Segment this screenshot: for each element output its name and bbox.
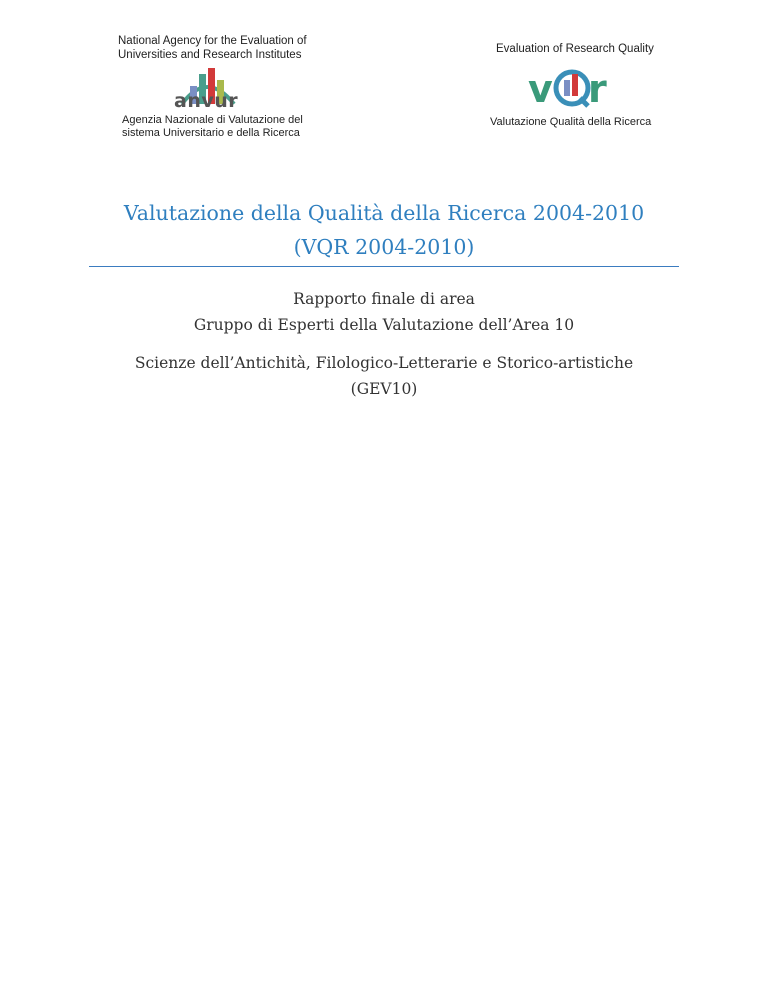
title-line2: (VQR 2004-2010)	[293, 235, 475, 259]
anvur-english-line2: Universities and Research Institutes	[118, 49, 302, 61]
document-title	[0, 196, 768, 264]
vqr-english-name: Evaluation of Research Quality	[496, 43, 654, 55]
anvur-english-name	[118, 34, 358, 62]
anvur-italian-name	[122, 114, 362, 140]
anvur-logo	[118, 34, 358, 139]
vqr-italian-name: Valutazione Qualità della Ricerca	[490, 116, 652, 128]
vqr-wordmark-icon	[528, 62, 618, 114]
anvur-wordmark: anvur	[174, 90, 239, 112]
report-subtitle	[0, 286, 768, 338]
vqr-v-letter: v	[528, 67, 553, 111]
subtitle-line1: Rapporto finale di area	[293, 290, 475, 308]
vqr-r-letter: r	[588, 67, 607, 111]
subtitle-line2: Gruppo di Esperti della Valutazione dell’Area 10	[193, 316, 575, 334]
anvur-english-line1: National Agency for the Evaluation of	[118, 35, 307, 47]
title-line1: Valutazione della Qualità della Ricerca 2004-2010	[123, 201, 645, 225]
vqr-logo	[488, 42, 668, 128]
area-subtitle	[0, 350, 768, 402]
subtitle-line4: (GEV10)	[350, 380, 418, 398]
header-logos	[0, 0, 768, 150]
title-divider	[89, 266, 679, 267]
anvur-italian-line2: sistema Universitario e della Ricerca	[122, 127, 300, 139]
subtitle-line3: Scienze dell’Antichità, Filologico-Letterarie e Storico-artistiche	[134, 354, 634, 372]
anvur-italian-line1: Agenzia Nazionale di Valutazione del	[122, 114, 303, 126]
